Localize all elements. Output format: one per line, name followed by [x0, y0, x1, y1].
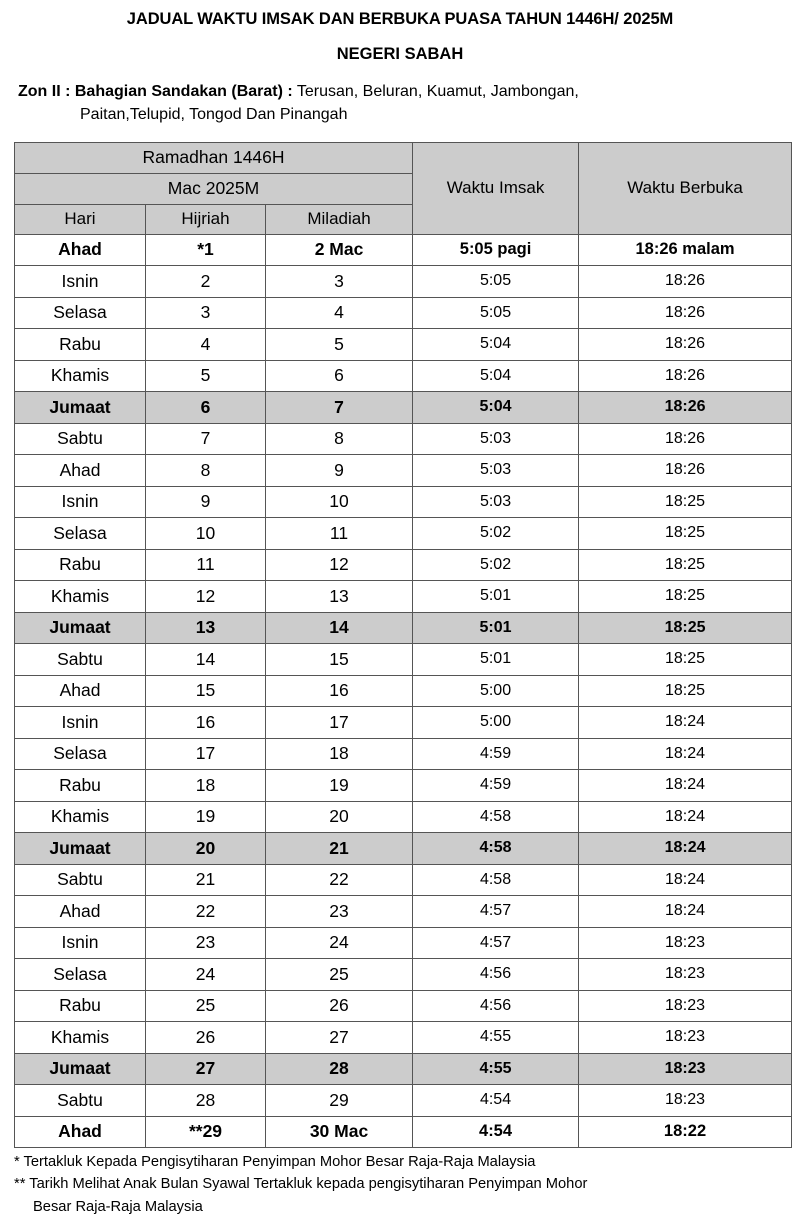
cell-hari: Rabu	[15, 549, 146, 581]
footnote-double-asterisk-continued: Besar Raja-Raja Malaysia	[33, 1198, 203, 1215]
cell-hari: Ahad	[15, 234, 146, 266]
cell-waktu-imsak: 4:54	[413, 1085, 579, 1117]
cell-miladiah: 2 Mac	[266, 234, 413, 266]
zone-areas-continued: Paitan,Telupid, Tongod Dan Pinangah	[80, 106, 348, 124]
table-row	[15, 1116, 792, 1148]
cell-hari: Khamis	[15, 1022, 146, 1054]
cell-hari: Jumaat	[15, 833, 146, 865]
cell-hijriah: 28	[146, 1085, 266, 1117]
cell-miladiah: 29	[266, 1085, 413, 1117]
table-row	[15, 959, 792, 991]
cell-hijriah: 17	[146, 738, 266, 770]
cell-waktu-imsak: 4:55	[413, 1022, 579, 1054]
footnote-double-asterisk: ** Tarikh Melihat Anak Bulan Syawal Tertakluk kepada pengisytiharan Penyimpan Mohor	[14, 1176, 588, 1193]
table-row	[15, 423, 792, 455]
cell-hari: Ahad	[15, 1116, 146, 1148]
cell-waktu-berbuka: 18:23	[579, 990, 792, 1022]
cell-hijriah: 10	[146, 518, 266, 550]
cell-waktu-imsak: 4:59	[413, 770, 579, 802]
cell-waktu-berbuka: 18:23	[579, 1022, 792, 1054]
cell-hari: Rabu	[15, 770, 146, 802]
header-hari: Hari	[15, 204, 146, 234]
header-waktu-imsak: Waktu Imsak	[413, 142, 579, 234]
cell-hari: Isnin	[15, 927, 146, 959]
cell-waktu-berbuka: 18:23	[579, 927, 792, 959]
zone-areas: Terusan, Beluran, Kuamut, Jambongan,	[292, 83, 579, 101]
cell-hari: Khamis	[15, 581, 146, 613]
cell-waktu-imsak: 4:59	[413, 738, 579, 770]
cell-waktu-imsak: 5:04	[413, 360, 579, 392]
cell-hari: Khamis	[15, 801, 146, 833]
cell-waktu-berbuka: 18:25	[579, 518, 792, 550]
table-row	[15, 675, 792, 707]
cell-waktu-berbuka: 18:23	[579, 1053, 792, 1085]
cell-waktu-berbuka: 18:26 malam	[579, 234, 792, 266]
cell-hijriah: 8	[146, 455, 266, 487]
table-row	[15, 801, 792, 833]
table-row	[15, 360, 792, 392]
header-greg-month: Mac 2025M	[15, 173, 413, 204]
table-body	[15, 234, 792, 1148]
header-miladiah: Miladiah	[266, 204, 413, 234]
cell-waktu-berbuka: 18:22	[579, 1116, 792, 1148]
cell-hijriah: 16	[146, 707, 266, 739]
table-row	[15, 549, 792, 581]
cell-waktu-imsak: 4:58	[413, 801, 579, 833]
cell-waktu-imsak: 5:01	[413, 644, 579, 676]
cell-hijriah: 18	[146, 770, 266, 802]
cell-hijriah: 13	[146, 612, 266, 644]
cell-waktu-berbuka: 18:24	[579, 833, 792, 865]
cell-waktu-imsak: 5:01	[413, 581, 579, 613]
table-row	[15, 266, 792, 298]
table-row	[15, 581, 792, 613]
title-block	[0, 0, 800, 64]
cell-hari: Isnin	[15, 486, 146, 518]
zone-label: Zon II : Bahagian Sandakan (Barat) :	[18, 83, 293, 101]
cell-hari: Ahad	[15, 455, 146, 487]
cell-hijriah: 6	[146, 392, 266, 424]
cell-hari: Sabtu	[15, 644, 146, 676]
cell-hijriah: 5	[146, 360, 266, 392]
cell-hari: Jumaat	[15, 1053, 146, 1085]
cell-waktu-berbuka: 18:25	[579, 549, 792, 581]
cell-hijriah: 7	[146, 423, 266, 455]
cell-hari: Sabtu	[15, 1085, 146, 1117]
cell-waktu-imsak: 5:02	[413, 549, 579, 581]
cell-waktu-imsak: 5:04	[413, 392, 579, 424]
zone-description	[18, 80, 778, 126]
cell-hijriah: **29	[146, 1116, 266, 1148]
header-waktu-berbuka: Waktu Berbuka	[579, 142, 792, 234]
cell-waktu-imsak: 4:57	[413, 927, 579, 959]
cell-hijriah: 14	[146, 644, 266, 676]
page-title: JADUAL WAKTU IMSAK DAN BERBUKA PUASA TAHUN 1446H/ 2025M	[126, 10, 674, 28]
cell-hijriah: 25	[146, 990, 266, 1022]
cell-waktu-berbuka: 18:26	[579, 392, 792, 424]
cell-waktu-imsak: 4:58	[413, 864, 579, 896]
table-row	[15, 297, 792, 329]
cell-miladiah: 25	[266, 959, 413, 991]
cell-waktu-imsak: 4:54	[413, 1116, 579, 1148]
cell-hari: Sabtu	[15, 423, 146, 455]
table-row	[15, 1053, 792, 1085]
cell-waktu-berbuka: 18:26	[579, 360, 792, 392]
cell-hijriah: 26	[146, 1022, 266, 1054]
cell-waktu-imsak: 5:03	[413, 423, 579, 455]
header-hijriah: Hijriah	[146, 204, 266, 234]
cell-hijriah: 27	[146, 1053, 266, 1085]
table-row	[15, 833, 792, 865]
cell-waktu-berbuka: 18:25	[579, 644, 792, 676]
cell-waktu-berbuka: 18:24	[579, 896, 792, 928]
cell-waktu-berbuka: 18:26	[579, 423, 792, 455]
cell-miladiah: 8	[266, 423, 413, 455]
footnote-single-asterisk: * Tertakluk Kepada Pengisytiharan Penyimpan Mohor Besar Raja-Raja Malaysia	[14, 1154, 536, 1171]
cell-miladiah: 7	[266, 392, 413, 424]
cell-miladiah: 15	[266, 644, 413, 676]
cell-hari: Khamis	[15, 360, 146, 392]
cell-waktu-berbuka: 18:25	[579, 675, 792, 707]
cell-waktu-berbuka: 18:25	[579, 581, 792, 613]
cell-hijriah: 9	[146, 486, 266, 518]
table-row	[15, 455, 792, 487]
cell-hari: Isnin	[15, 707, 146, 739]
table-row	[15, 927, 792, 959]
cell-hari: Selasa	[15, 518, 146, 550]
cell-waktu-imsak: 4:56	[413, 990, 579, 1022]
cell-miladiah: 11	[266, 518, 413, 550]
cell-hari: Rabu	[15, 990, 146, 1022]
cell-hari: Jumaat	[15, 612, 146, 644]
cell-waktu-imsak: 5:01	[413, 612, 579, 644]
cell-waktu-imsak: 4:57	[413, 896, 579, 928]
cell-miladiah: 3	[266, 266, 413, 298]
cell-miladiah: 28	[266, 1053, 413, 1085]
cell-miladiah: 6	[266, 360, 413, 392]
cell-waktu-berbuka: 18:26	[579, 455, 792, 487]
cell-miladiah: 26	[266, 990, 413, 1022]
footnotes	[14, 1151, 800, 1218]
cell-waktu-berbuka: 18:24	[579, 770, 792, 802]
cell-waktu-imsak: 4:56	[413, 959, 579, 991]
table-row	[15, 392, 792, 424]
cell-hijriah: 3	[146, 297, 266, 329]
cell-miladiah: 23	[266, 896, 413, 928]
cell-waktu-imsak: 5:05	[413, 297, 579, 329]
cell-miladiah: 13	[266, 581, 413, 613]
cell-hari: Selasa	[15, 297, 146, 329]
cell-waktu-berbuka: 18:24	[579, 738, 792, 770]
table-row	[15, 1022, 792, 1054]
table-row	[15, 864, 792, 896]
table-row	[15, 770, 792, 802]
cell-miladiah: 27	[266, 1022, 413, 1054]
cell-hari: Isnin	[15, 266, 146, 298]
table-row	[15, 486, 792, 518]
cell-miladiah: 16	[266, 675, 413, 707]
cell-waktu-berbuka: 18:25	[579, 612, 792, 644]
table-row	[15, 738, 792, 770]
cell-hari: Selasa	[15, 959, 146, 991]
cell-miladiah: 10	[266, 486, 413, 518]
header-hijri-month: Ramadhan 1446H	[15, 142, 413, 173]
table-head	[15, 142, 792, 234]
cell-miladiah: 17	[266, 707, 413, 739]
cell-waktu-imsak: 5:02	[413, 518, 579, 550]
cell-hijriah: 22	[146, 896, 266, 928]
cell-hijriah: 11	[146, 549, 266, 581]
cell-waktu-berbuka: 18:24	[579, 801, 792, 833]
cell-waktu-imsak: 5:00	[413, 675, 579, 707]
cell-waktu-imsak: 4:58	[413, 833, 579, 865]
cell-hijriah: *1	[146, 234, 266, 266]
cell-miladiah: 9	[266, 455, 413, 487]
cell-hari: Selasa	[15, 738, 146, 770]
cell-hari: Ahad	[15, 896, 146, 928]
cell-hijriah: 4	[146, 329, 266, 361]
cell-waktu-berbuka: 18:23	[579, 1085, 792, 1117]
cell-waktu-berbuka: 18:26	[579, 329, 792, 361]
cell-waktu-berbuka: 18:24	[579, 707, 792, 739]
cell-hijriah: 2	[146, 266, 266, 298]
cell-waktu-imsak: 5:05	[413, 266, 579, 298]
cell-waktu-imsak: 5:05 pagi	[413, 234, 579, 266]
cell-miladiah: 22	[266, 864, 413, 896]
cell-hari: Ahad	[15, 675, 146, 707]
cell-waktu-imsak: 5:04	[413, 329, 579, 361]
cell-hijriah: 12	[146, 581, 266, 613]
table-row	[15, 612, 792, 644]
cell-hari: Jumaat	[15, 392, 146, 424]
cell-miladiah: 5	[266, 329, 413, 361]
cell-waktu-imsak: 5:00	[413, 707, 579, 739]
header-row-hijri-month	[15, 142, 792, 173]
cell-miladiah: 14	[266, 612, 413, 644]
cell-hari: Rabu	[15, 329, 146, 361]
cell-hijriah: 15	[146, 675, 266, 707]
cell-miladiah: 20	[266, 801, 413, 833]
cell-hijriah: 21	[146, 864, 266, 896]
schedule-table-wrapper	[14, 142, 791, 1149]
schedule-table	[14, 142, 792, 1149]
table-row	[15, 329, 792, 361]
table-row	[15, 644, 792, 676]
table-row	[15, 234, 792, 266]
cell-waktu-imsak: 5:03	[413, 455, 579, 487]
page-subtitle-state: NEGERI SABAH	[336, 44, 464, 63]
cell-waktu-berbuka: 18:26	[579, 297, 792, 329]
cell-miladiah: 4	[266, 297, 413, 329]
cell-hari: Sabtu	[15, 864, 146, 896]
cell-waktu-berbuka: 18:26	[579, 266, 792, 298]
cell-miladiah: 30 Mac	[266, 1116, 413, 1148]
cell-waktu-berbuka: 18:24	[579, 864, 792, 896]
table-row	[15, 707, 792, 739]
cell-hijriah: 20	[146, 833, 266, 865]
table-row	[15, 990, 792, 1022]
cell-miladiah: 18	[266, 738, 413, 770]
cell-miladiah: 12	[266, 549, 413, 581]
cell-hijriah: 24	[146, 959, 266, 991]
table-row	[15, 1085, 792, 1117]
cell-waktu-berbuka: 18:23	[579, 959, 792, 991]
cell-hijriah: 23	[146, 927, 266, 959]
cell-miladiah: 24	[266, 927, 413, 959]
table-row	[15, 518, 792, 550]
cell-waktu-imsak: 5:03	[413, 486, 579, 518]
cell-waktu-berbuka: 18:25	[579, 486, 792, 518]
cell-miladiah: 19	[266, 770, 413, 802]
cell-miladiah: 21	[266, 833, 413, 865]
table-row	[15, 896, 792, 928]
cell-waktu-imsak: 4:55	[413, 1053, 579, 1085]
cell-hijriah: 19	[146, 801, 266, 833]
